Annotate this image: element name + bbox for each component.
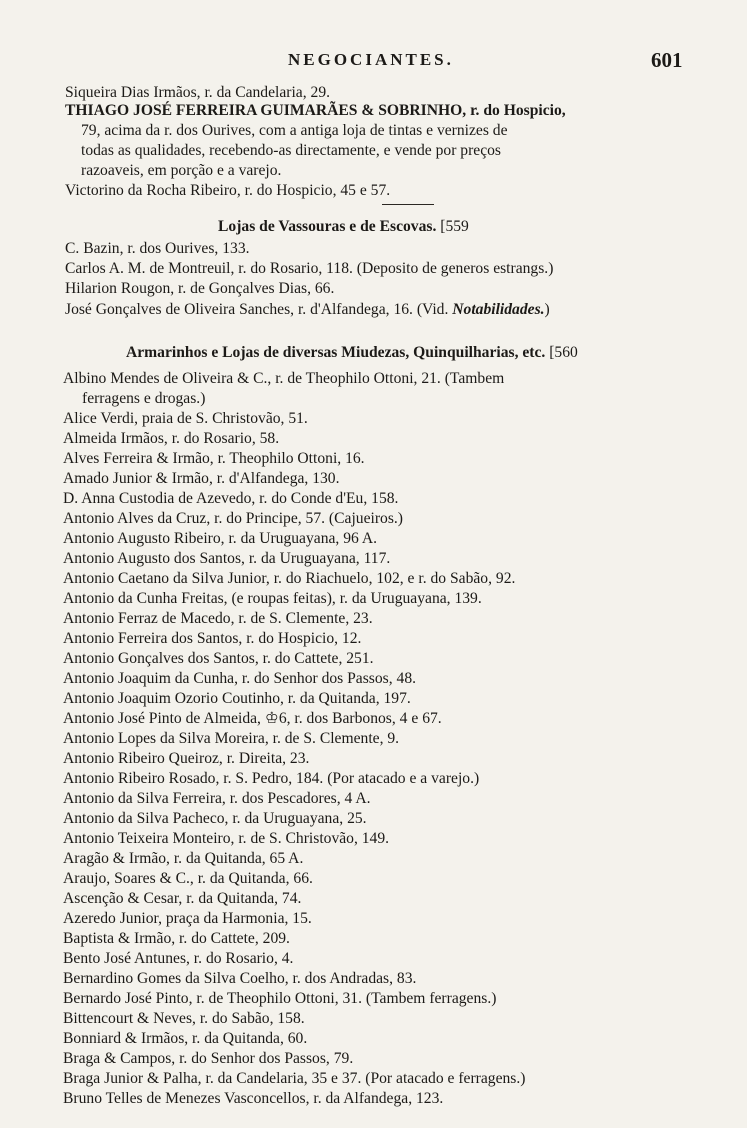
entry-line: Braga Junior & Palha, r. da Candelaria, 35 e 37. (Por atacado e ferragens.) xyxy=(63,1070,526,1087)
entry-line: razoaveis, em porção e a varejo. xyxy=(81,162,282,179)
entry-line: Braga & Campos, r. do Senhor dos Passos, 79. xyxy=(63,1050,354,1067)
entry-line: Bonniard & Irmãos, r. da Quitanda, 60. xyxy=(63,1030,308,1047)
entry-line: D. Anna Custodia de Azevedo, r. do Conde d'Eu, 158. xyxy=(63,490,399,507)
entry-line: Bruno Telles de Menezes Vasconcellos, r. da Alfandega, 123. xyxy=(63,1090,444,1107)
entry-line: Bernardo José Pinto, r. de Theophilo Ottoni, 31. (Tambem ferragens.) xyxy=(63,990,497,1007)
entry-line: Albino Mendes de Oliveira & C., r. de Theophilo Ottoni, 21. (Tambem xyxy=(63,370,505,387)
entry-line: THIAGO JOSÉ FERREIRA GUIMARÃES & SOBRINHO, r. do Hospicio, xyxy=(65,102,566,119)
section-heading xyxy=(218,217,469,236)
entry-line: Antonio da Silva Pacheco, r. da Uruguayana, 25. xyxy=(63,810,367,827)
entry-line: 79, acima da r. dos Ourives, com a antiga loja de tintas e vernizes de xyxy=(81,122,508,139)
entry-line: Antonio Teixeira Monteiro, r. de S. Christovão, 149. xyxy=(63,830,390,847)
entry-line: Alice Verdi, praia de S. Christovão, 51. xyxy=(63,410,308,427)
entry-line: Antonio Lopes da Silva Moreira, r. de S. Clemente, 9. xyxy=(63,730,400,747)
section-ref-number: [559 xyxy=(440,218,469,235)
entry-line: Bernardino Gomes da Silva Coelho, r. dos Andradas, 83. xyxy=(63,970,417,987)
entry-line: Antonio Ribeiro Queiroz, r. Direita, 23. xyxy=(63,750,310,767)
page-number: 601 xyxy=(651,48,683,72)
entry-line: Antonio da Silva Ferreira, r. dos Pescadores, 4 A. xyxy=(63,790,371,807)
entry-line: Antonio Ferreira dos Santos, r. do Hospicio, 12. xyxy=(63,630,362,647)
entry-line xyxy=(65,300,550,319)
entry-line: C. Bazin, r. dos Ourives, 133. xyxy=(65,240,250,257)
entry-line: Aragão & Irmão, r. da Quitanda, 65 A. xyxy=(63,850,304,867)
separator-rule xyxy=(382,204,434,205)
section-heading-text: Armarinhos e Lojas de diversas Miudezas, Quinquilharias, etc. xyxy=(126,344,546,361)
entry-line: ferragens e drogas.) xyxy=(82,390,206,407)
entry-line: Antonio Ferraz de Macedo, r. de S. Clemente, 23. xyxy=(63,610,373,627)
entry-line: Araujo, Soares & C., r. da Quitanda, 66. xyxy=(63,870,313,887)
entry-line: Bittencourt & Neves, r. do Sabão, 158. xyxy=(63,1010,305,1027)
entry-line: Antonio Joaquim Ozorio Coutinho, r. da Quitanda, 197. xyxy=(63,690,411,707)
entry-line: Bento José Antunes, r. do Rosario, 4. xyxy=(63,950,294,967)
running-title: NEGOCIANTES. xyxy=(288,50,454,69)
entry-line: Antonio Augusto Ribeiro, r. da Uruguayana, 96 A. xyxy=(63,530,378,547)
entry-line: Azeredo Junior, praça da Harmonia, 15. xyxy=(63,910,312,927)
entry-line: Antonio Ribeiro Rosado, r. S. Pedro, 184. (Por atacado e a varejo.) xyxy=(63,770,480,787)
entry-text: José Gonçalves de Oliveira Sanches, r. d'Alfandega, 16. (Vid. xyxy=(65,301,453,318)
entry-text: ) xyxy=(544,301,550,318)
entry-line: Almeida Irmãos, r. do Rosario, 58. xyxy=(63,430,280,447)
section-ref-number: [560 xyxy=(549,344,578,361)
entry-line: Amado Junior & Irmão, r. d'Alfandega, 130. xyxy=(63,470,340,487)
entry-line: Antonio Caetano da Silva Junior, r. do Riachuelo, 102, e r. do Sabão, 92. xyxy=(63,570,516,587)
entry-line: Antonio Joaquim da Cunha, r. do Senhor dos Passos, 48. xyxy=(63,670,417,687)
entry-line: todas as qualidades, recebendo-as directamente, e vende por preços xyxy=(81,142,501,159)
entry-line: Antonio Alves da Cruz, r. do Principe, 57. (Cajueiros.) xyxy=(63,510,403,527)
entry-line: Antonio Augusto dos Santos, r. da Uruguayana, 117. xyxy=(63,550,391,567)
section-heading-text: Lojas de Vassouras e de Escovas. xyxy=(218,218,437,235)
entry-line: Ascenção & Cesar, r. da Quitanda, 74. xyxy=(63,890,302,907)
entry-line: Hilarion Rougon, r. de Gonçalves Dias, 66. xyxy=(65,280,335,297)
entry-line: Antonio José Pinto de Almeida, ♔6, r. dos Barbonos, 4 e 67. xyxy=(63,710,442,727)
page-header xyxy=(0,50,747,80)
entry-line: Baptista & Irmão, r. do Cattete, 209. xyxy=(63,930,290,947)
entry-line: Antonio Gonçalves dos Santos, r. do Cattete, 251. xyxy=(63,650,374,667)
entry-line: Carlos A. M. de Montreuil, r. do Rosario, 118. (Deposito de generos estrangs.) xyxy=(65,260,554,277)
entry-italic: Notabilidades. xyxy=(452,301,545,318)
entry-line: Victorino da Rocha Ribeiro, r. do Hospicio, 45 e 57. xyxy=(65,182,391,199)
entry-line: Alves Ferreira & Irmão, r. Theophilo Ottoni, 16. xyxy=(63,450,365,467)
entry-line: Antonio da Cunha Freitas, (e roupas feitas), r. da Uruguayana, 139. xyxy=(63,590,482,607)
section-heading xyxy=(126,343,578,362)
entry-line: Siqueira Dias Irmãos, r. da Candelaria, 29. xyxy=(65,84,331,101)
